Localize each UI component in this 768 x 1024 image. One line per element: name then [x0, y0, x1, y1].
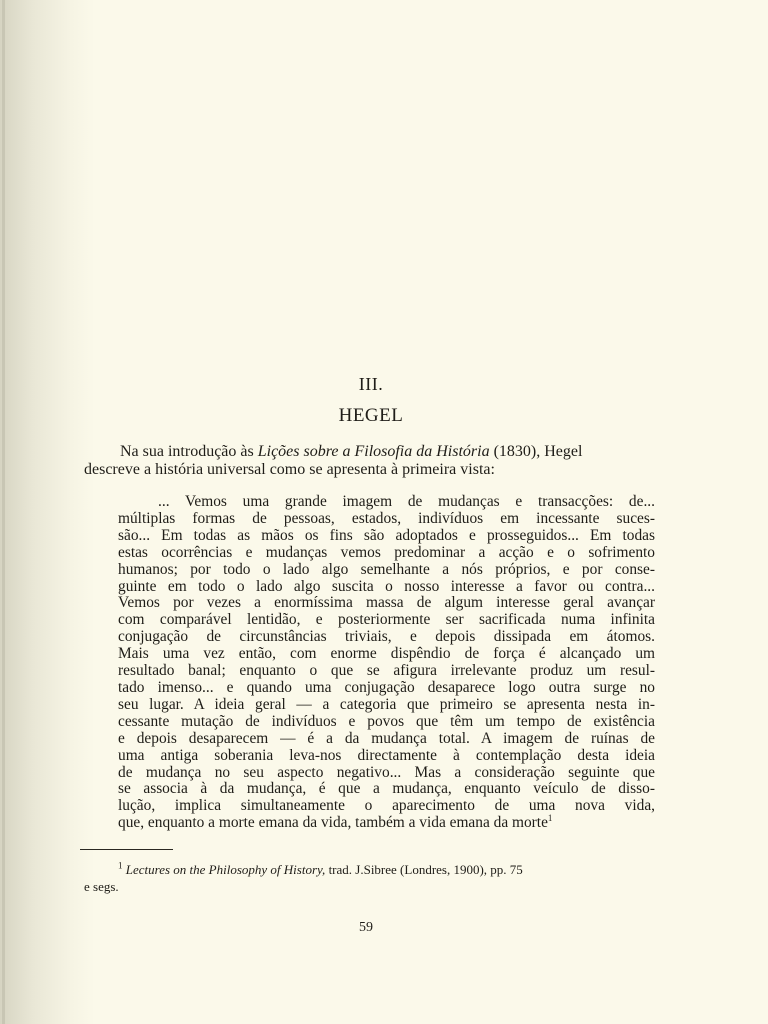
quote-line: de mudança no seu aspecto negativo... Mas a consideração seguinte que [118, 763, 655, 781]
quote-line: ... Vemos uma grande imagem de mudanças e transacções: de... [158, 493, 655, 510]
quote-line: múltiplas formas de pessoas, estados, indivíduos em incessante suces- [118, 509, 655, 527]
quote-line: Vemos por vezes a enormíssima massa de algum interesse geral avançar [118, 594, 655, 612]
intro-paragraph [84, 443, 656, 479]
intro-text-before: Na sua introdução às [120, 443, 258, 460]
quote-line: humanos; por todo o lado algo semelhante a nós próprios, e por conse- [118, 560, 655, 578]
quote-line: guinte em todo o lado algo suscita o nosso interesse a favor ou contra... [118, 577, 655, 595]
quote-line: se associa à da mudança, é que a mudança, enquanto veículo de disso- [118, 780, 655, 798]
footnote-reference: 1 [547, 813, 553, 824]
intro-line-2: descreve a história universal como se apresenta à primeira vista: [84, 461, 495, 478]
footnote-line-1 [84, 861, 656, 878]
page-number: 59 [359, 920, 373, 935]
quote-line-last [118, 815, 655, 832]
quote-line: seu lugar. A ideia geral — a categoria que primeiro se apresenta nesta in- [118, 695, 655, 713]
footnote-title: Lectures on the Philosophy of History, [125, 862, 326, 877]
footnote [84, 861, 656, 895]
footnote-line-2: e segs. [84, 879, 119, 894]
quote-line: estas ocorrências e mudanças vemos predominar a acção e o sofrimento [118, 543, 655, 561]
quote-line: são... Em todas as mãos os fins são adoptados e prosseguidos... Em todas [118, 526, 655, 544]
footnote-divider [80, 849, 173, 850]
quote-line: resultado banal; enquanto o que se afigura irrelevante produz um resul- [118, 662, 655, 680]
quote-line: lução, implica simultaneamente o aparecimento de uma nova vida, [118, 797, 655, 815]
footnote-text: trad. J.Sibree (Londres, 1900), pp. 75 [325, 862, 523, 877]
chapter-number: III. [358, 374, 384, 394]
quote-line: Mais uma vez então, com enorme dispêndio de força é alcançado um [118, 645, 655, 663]
quote-line: tado imenso... e quando uma conjugação desaparece logo outra surge no [118, 678, 655, 696]
quote-line: e depois desaparecem — é a da mudança total. A imagem de ruínas de [118, 729, 655, 747]
intro-line-1 [84, 443, 656, 461]
quote-line-text: que, enquanto a morte emana da vida, também a vida emana da morte [118, 814, 548, 832]
intro-text-after: (1830), Hegel [489, 443, 583, 460]
quote-line: uma antiga soberania leva-nos directamente à contemplação desta ideia [118, 746, 655, 764]
quote-line: conjugação de circunstâncias triviais, e depois dissipada em átomos. [118, 628, 655, 646]
intro-book-title: Lições sobre a Filosofia da História [257, 443, 490, 460]
quote-line: cessante mutação de indivíduos e povos que têm um tempo de existência [118, 712, 655, 730]
quote-line: com comparável lentidão, e posteriormente ser sacrificada numa infinita [118, 611, 655, 629]
chapter-title: HEGEL [338, 405, 404, 426]
footnote-marker: 1 [118, 860, 123, 871]
block-quote [118, 494, 655, 832]
